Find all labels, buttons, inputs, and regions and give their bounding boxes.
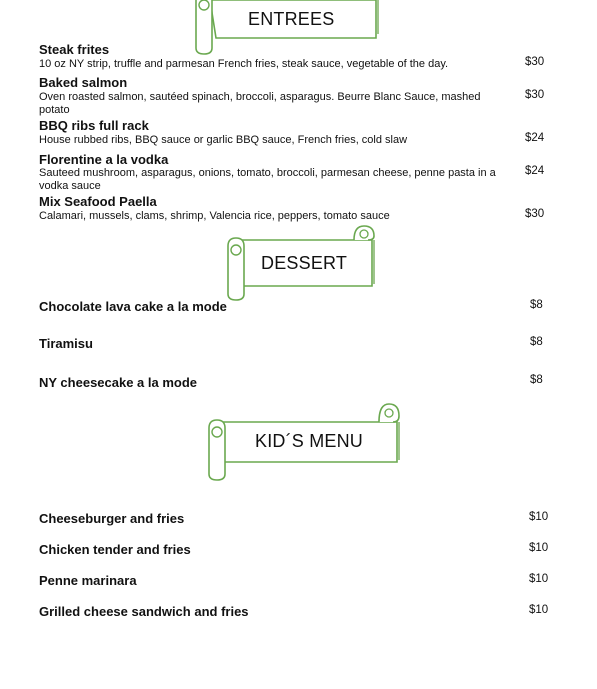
dessert-price: $8 (530, 299, 543, 311)
dessert-banner (226, 224, 378, 300)
entree-name: Florentine a la vodka (39, 152, 169, 167)
entree-price: $30 (525, 56, 545, 68)
entree-price: $30 (525, 208, 545, 220)
dessert-name: Chocolate lava cake a la mode (39, 299, 227, 314)
kids-item-name: Grilled cheese sandwich and fries (39, 604, 249, 619)
kids-item-name: Penne marinara (39, 573, 137, 588)
dessert-name: NY cheesecake a la mode (39, 375, 198, 390)
entree-price: $24 (525, 132, 545, 144)
entree-name: BBQ ribs full rack (39, 118, 149, 133)
kids-item-price: $10 (529, 542, 549, 554)
entrees-title: ENTREES (248, 9, 335, 29)
entree-desc: Calamari, mussels, clams, shrimp, Valencia rice, peppers, tomato sauce (39, 210, 390, 222)
entree-name: Mix Seafood Paella (39, 194, 157, 209)
kids-item-price: $10 (529, 511, 549, 523)
kids-menu-banner (207, 402, 403, 482)
entree-name: Baked salmon (39, 75, 128, 90)
dessert-name: Tiramisu (39, 336, 93, 351)
entree-desc: Sauteed mushroom, asparagus, onions, tomato, broccoli, parmesan cheese, penne pasta in a vodka sauce (39, 167, 496, 192)
kids-menu-title: KID´S MENU (255, 431, 364, 451)
dessert-price: $8 (530, 336, 543, 348)
entrees-banner (192, 0, 384, 54)
entree-desc: Oven roasted salmon, sautéed spinach, broccoli, asparagus. Beurre Blanc Sauce, mashed potato (39, 91, 481, 116)
dessert-price: $8 (530, 374, 543, 386)
entree-price: $30 (525, 89, 545, 101)
entree-price: $24 (525, 165, 545, 177)
entree-desc: 10 oz NY strip, truffle and parmesan French fries, steak sauce, vegetable of the day. (39, 58, 449, 70)
kids-item-price: $10 (529, 604, 549, 616)
entree-name: Steak frites (39, 42, 110, 57)
kids-item-name: Cheeseburger and fries (39, 511, 185, 526)
entree-desc: House rubbed ribs, BBQ sauce or garlic BBQ sauce, French fries, cold slaw (39, 134, 408, 146)
kids-item-name: Chicken tender and fries (39, 542, 191, 557)
dessert-title: DESSERT (261, 253, 348, 273)
kids-item-price: $10 (529, 573, 549, 585)
